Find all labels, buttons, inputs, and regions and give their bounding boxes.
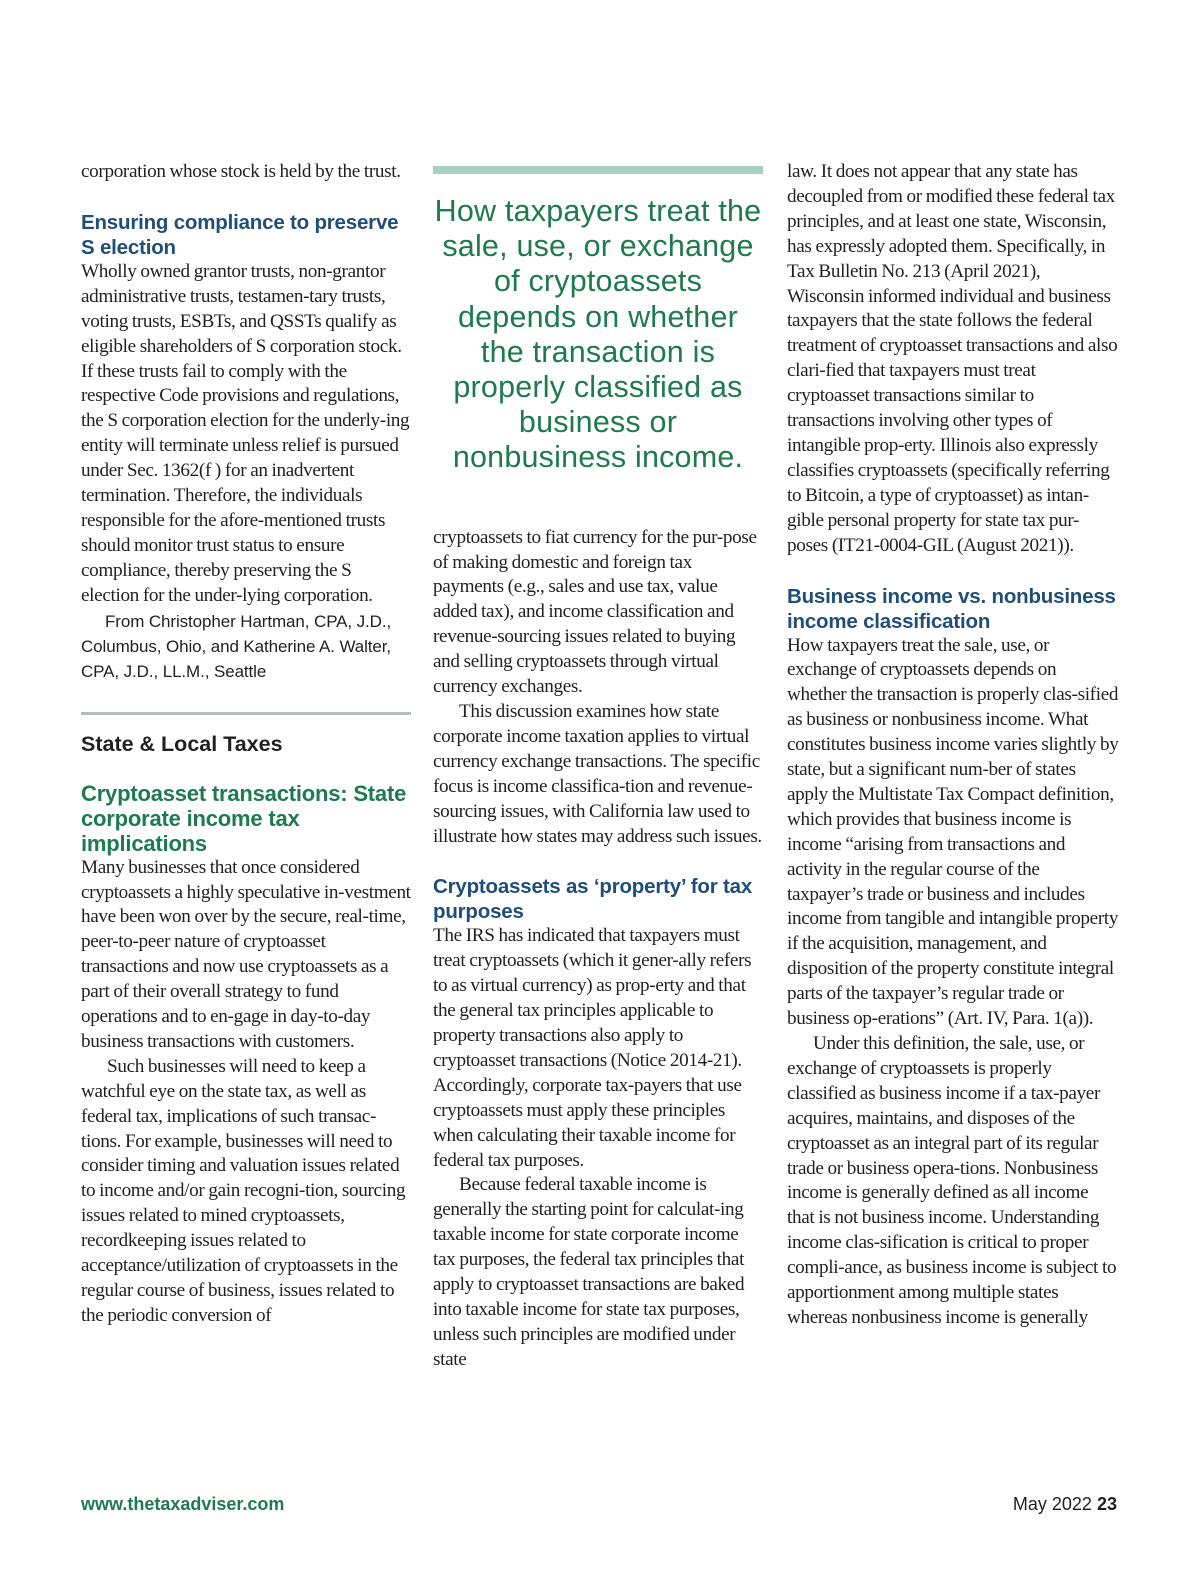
paragraph-intro: corporation whose stock is held by the trust. [81,161,401,182]
heading-business-income: Business income vs. nonbusiness income classification [787,584,1116,633]
paragraph-federal-taxable: Because federal taxable income is generally the starting point for calculat-ing taxable income for state corporate income tax purposes, the federal tax principles that apply to cryptoasset transactions are baked into taxable income for state tax purposes, unless such principles are modified under state [433,1174,745,1370]
column-3 [787,160,1119,1331]
paragraph-wisconsin: law. It does not appear that any state has decoupled from or modified these federal tax principles, and at least one state, Wisconsin, has expressly adopted them. Specifically, in Tax Bulletin No. 213 (April 2021), Wisconsin informed individual and business taxpayers that the state follows the federal treatment of cryptoasset transactions and also clari-fied that taxpayers must treat cryptoasset transactions similar to transactions involving other types of intangible prop-erty. Illinois also expressly classifies cryptoassets (specifically referring to Bitcoin, a type of cryptoasset) as intan-gible personal property for state tax pur-poses (IT21-0004-GIL (August 2021)). [787,161,1118,556]
column-1 [81,160,411,1329]
heading-property: Cryptoassets as ‘property’ for tax purposes [433,875,753,924]
page-number: 23 [1096,1494,1117,1514]
paragraph-definition: Under this definition, the sale, use, or exchange of cryptoassets is properly classified as business income if a tax-payer acquires, maintains, and disposes of the cryptoasset as an integral part of its regular trade or business opera-tions. Nonbusiness income is generally defined as all income that is not business income. Understanding income clas-sification is critical to proper compli-ance, as business income is subject to apportionment among multiple states whereas nonbusiness income is generally [787,1033,1117,1328]
paragraph-classification: How taxpayers treat the sale, use, or exchange of cryptoassets depends on whether the transaction is properly clas-sified as business or nonbusiness income. What constitutes business income varies slightly by state, but a significant num-ber of states apply the Multistate Tax Compact definition, which provides that business income is income “arising from transactions and activity in the regular course of the taxpayer’s trade or business and includes income from tangible and intangible property if the acquisition, management, and disposition of the property constitute integral parts of the taxpayer’s regular trade or business op-erations” (Art. IV, Para. 1(a)). [787,634,1119,1030]
paragraph-businesses: Many businesses that once considered cryptoassets a highly speculative in-vestment have been won over by the secure, real-time, peer-to-peer nature of cryptoasset transactions and now use cryptoassets as a part of their overall strategy to fund operations and to en-gage in day-to-day business transactions with customers. [81,856,411,1052]
pullquote-bar [433,166,763,174]
footer-date-page [1013,1494,1117,1515]
paragraph-irs: The IRS has indicated that taxpayers must treat cryptoassets (which it gener-ally refers to as virtual currency) as prop-erty and that the general tax principles applicable to property transactions also apply to cryptoasset transactions (Notice 2014-21). Accordingly, corporate tax-payers that use cryptoassets must apply these principles when calculating their taxable income for federal tax purposes. [433,925,752,1171]
paragraph-watchful-eye: Such businesses will need to keep a watchful eye on the state tax, as well as federal tax, implications of such transac-tions. For example, businesses will need to consider timing and valuation issues related to income and/or gain recogni-tion, sourcing issues related to mined cryptoassets, recordkeeping issues related to acceptance/utilization of cryptoassets in the regular course of business, issues related to the periodic conversion of [81,1055,406,1326]
footer-url[interactable]: www.thetaxadviser.com [81,1494,285,1514]
footer-date: May 2022 [1012,1494,1092,1514]
paragraph-trusts: Wholly owned grantor trusts, non-grantor administrative trusts, testamen-tary trusts, voting trusts, ESBTs, and QSSTs qualify as eligible shareholders of S corporation stock. If these trusts fail to comply with the respective Code provisions and regulations, the S corporation election for the underly-ing entity will terminate unless relief is pursued under Sec. 1362(f ) for an inadvertent termination. Therefore, the individuals responsible for the afore-mentioned trusts should monitor trust status to ensure compliance, thereby preserving the S election for the under-lying corporation. [81,260,410,606]
pullquote: How taxpayers treat the sale, use, or exchange of cryptoassets depends on whether the transaction is properly classified as business or nonbusiness income. [434,194,762,475]
paragraph-fiat-currency: cryptoassets to fiat currency for the pur-pose of making domestic and foreign tax payments (e.g., sales and use tax, value added tax), and income classification and revenue-sourcing issues related to buying and selling cryptoassets through virtual currency exchanges. [433,526,757,698]
heading-ensuring-compliance: Ensuring compliance to preserve S election [81,210,399,259]
article-title: Cryptoasset transactions: State corporate income tax implications [81,780,407,856]
author-byline: From Christopher Hartman, CPA, J.D., Columbus, Ohio, and Katherine A. Walter, CPA, J.D., LL.M., Seattle [81,611,392,681]
section-title: State & Local Taxes [81,731,283,756]
paragraph-discussion: This discussion examines how state corporate income taxation applies to virtual currency exchange transactions. The specific focus is income classifica-tion and revenue-sourcing issues, with California law used to illustrate how states may address such issues. [433,700,762,847]
column-2 [433,160,763,1373]
